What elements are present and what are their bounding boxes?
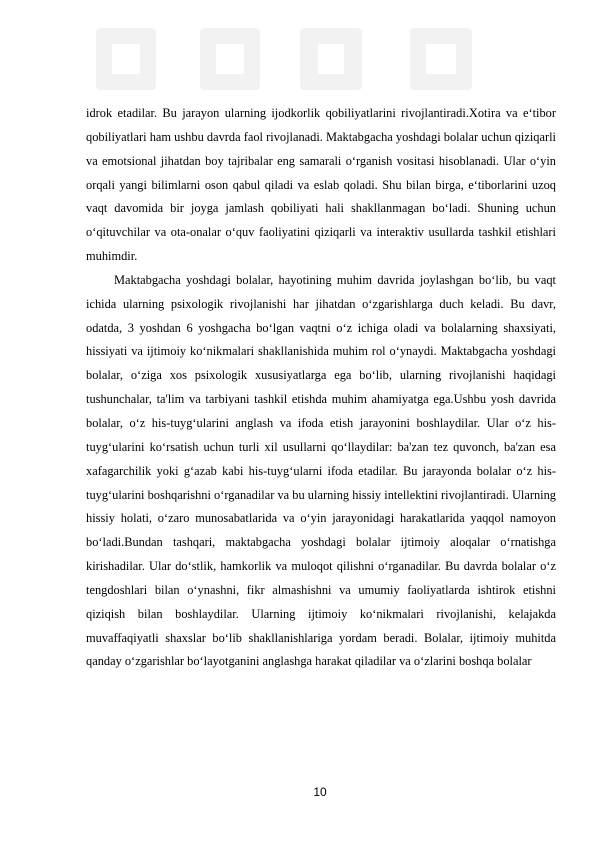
paragraph: Maktabgacha yoshdagi bolalar, hayotining muhim davrida joylashgan bo‘lib, bu vaqt ichida ularning psixologik rivojlanishi har jihatdan o‘zgarishlarga duch keladi. Bu davr, odatda, 3 yoshdan 6 yoshgacha bo‘lgan vaqtni o‘z ichiga oladi va bolalarning shaxsiyati, hissiyati va ijtimoiy ko‘nikmalari shakllanishida muhim rol o‘ynaydi. Maktabgacha yoshdagi bolalar, o‘ziga xos psixologik xususiyatlarga ega bo‘lib, ularning rivojlanishi haqidagi tushunchalar, ta'lim va tarbiyani tashkil etishda muhim ahamiyatga ega.Ushbu yosh davrida bolalar, o‘z his-tuyg‘ularini anglash va ifoda etish jarayonini boshlaydilar. Ular o‘z his-tuyg‘ularini ko‘rsatish uchun turli xil usullarni qo‘llaydilar: ba'zan tez quvonch, ba'zan esa xafagarchilik yoki g‘azab kabi his-tuyg‘ularni ifoda etadilar. Bu jarayonda bolalar o‘z his-tuyg‘ularini boshqarishni o‘rganadilar va bu ularning hissiy intellektini rivojlantiradi. Ularning hissiy holati, o‘zaro munosabatlarida va o‘yin jarayonidagi harakatlarida yaqqol namoyon bo‘ladi.Bundan tashqari, maktabgacha yoshdagi bolalar ijtimoiy aloqalar o‘rnatishga kirishadilar. Ular do‘stlik, hamkorlik va muloqot qilishni o‘rganadilar. Bu davrda bolalar o‘z tengdoshlari bilan o‘ynashni, fikr almashishni va umumiy faoliyatlarda ishtirok etishni qiziqish bilan boshlaydilar. Ularning ijtimoiy ko‘nikmalari rivojlanishi, kelajakda muvaffaqiyatli shaxslar bo‘lib shakllanishlariga yordam beradi. Bolalar, ijtimoiy muhitda qanday o‘zgarishlar bo‘layotganini anglashga harakat qiladilar va o‘zlarini boshqa bolalar	[86, 272, 556, 669]
page-number: 10	[313, 785, 327, 799]
body-text	[86, 102, 556, 674]
paragraph: idrok etadilar. Bu jarayon ularning ijodkorlik qobiliyatlarini rivojlantiradi.Xotira va e‘tibor qobiliyatlari ham ushbu davrda faol rivojlanadi. Maktabgacha yoshdagi bolalar uchun qiziqarli va emotsional jihatdan boy tajribalar eng samarali o‘rganish vositasi hisoblanadi. Ular o‘yin orqali yangi bilimlarni oson qabul qiladi va eslab qoladi. Shu bilan birga, e‘tiborlarini uzoq vaqt davomida bir joyga jamlash qobiliyati hali shakllanmagan bo‘ladi. Shuning uchun o‘qituvchilar va ota-onalar o‘quv faoliyatini qiziqarli va interaktiv usullarda tashkil etishlari muhimdir.	[86, 106, 556, 264]
